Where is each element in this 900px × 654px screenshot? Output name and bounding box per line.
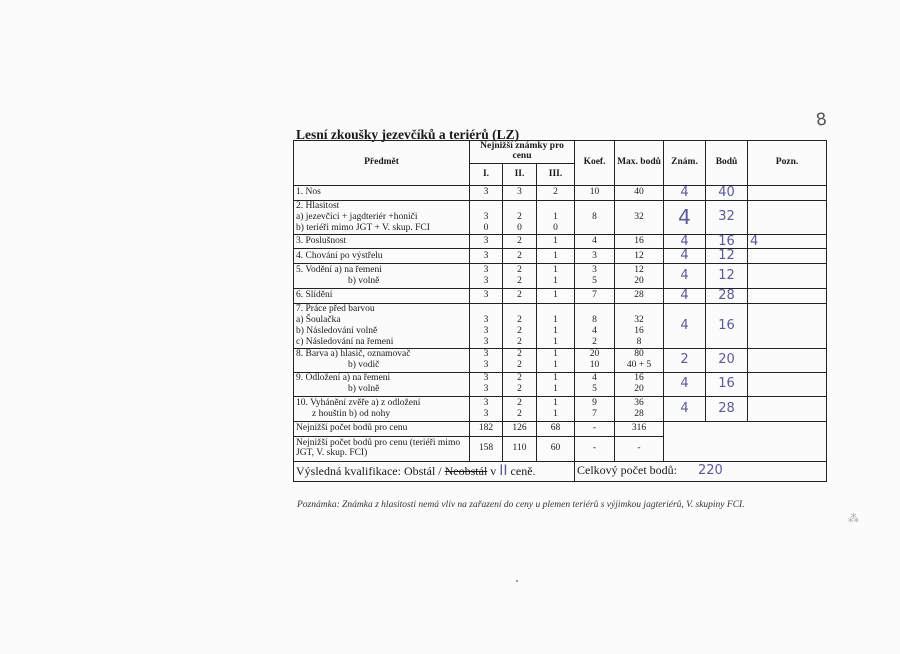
cell-line: 2 — [517, 408, 522, 419]
subject-cell — [294, 186, 470, 201]
footnote: Poznámka: Známka z hlasitosti nemá vliv na zařazení do ceny u plemen teriérů s výjimkou jagteriérů, V. skupiny FCI. — [297, 500, 745, 510]
header-points: Bodů — [706, 141, 748, 186]
evaluation-table — [293, 140, 827, 482]
header-prize-iii: III. — [537, 164, 575, 186]
cell-line: 3 — [483, 373, 489, 384]
cell-line: 12 — [634, 250, 644, 261]
cell-line: 3 — [592, 264, 597, 275]
cell-line: 7. Práce před barvou — [296, 303, 375, 314]
result-qualification — [294, 461, 575, 481]
note-cell — [748, 396, 827, 421]
note-cell — [748, 303, 827, 348]
value-i — [470, 348, 503, 372]
cell-line: 12 — [634, 264, 644, 275]
result-total — [575, 461, 827, 481]
cell-line: 5. Vodění a) na řemeni — [296, 264, 382, 275]
cell-line: 36 — [634, 397, 644, 408]
result-cene: ceně. — [510, 463, 536, 478]
header-prize-i: I. — [470, 164, 503, 186]
cell-line: 20 — [589, 349, 600, 360]
min-total-terriers-i: 158 — [470, 436, 503, 461]
cell-line: 20 — [634, 275, 644, 286]
handwritten-mark: 4 — [664, 234, 706, 249]
handwritten-mark: 4 — [664, 186, 706, 201]
cell-line: a) Šoulačka — [296, 314, 341, 325]
cell-line: 0 — [517, 222, 522, 233]
value-iii — [537, 263, 575, 288]
table-row — [294, 263, 827, 288]
note-cell — [748, 263, 827, 288]
cell-line: 3 — [483, 325, 489, 336]
form-title: Lesní zkoušky jezevčíků a teriérů (LZ) — [296, 127, 520, 142]
value-ii — [503, 234, 537, 249]
min-total-label: Nejnižší počet bodů pro cenu — [294, 421, 470, 436]
cell-line: 8 — [592, 314, 597, 325]
handwritten-points: 16 — [706, 303, 748, 348]
handwritten-mark: 4 — [664, 288, 706, 303]
cell-line: 1 — [553, 408, 558, 419]
table-row — [294, 396, 827, 421]
min-total-terriers-iii: 60 — [537, 436, 575, 461]
subject-cell — [294, 348, 470, 372]
cell-line: 3 — [483, 336, 489, 347]
value-iii — [537, 234, 575, 249]
cell-line: 32 — [634, 211, 644, 222]
cell-line: 10 — [589, 187, 600, 198]
handwritten-points: 28 — [706, 396, 748, 421]
value-koef — [575, 372, 615, 396]
empty-cell — [664, 421, 827, 461]
note-cell — [748, 249, 827, 264]
value-iii — [537, 303, 575, 348]
value-iii — [537, 288, 575, 303]
note-cell — [748, 288, 827, 303]
table-row — [294, 249, 827, 264]
cell-line: 10. Vyhánění zvěře a) z odložení — [296, 397, 421, 408]
value-ii — [503, 200, 537, 234]
table-row — [294, 303, 827, 348]
cell-line: 1 — [553, 325, 558, 336]
cell-line — [505, 201, 534, 212]
cell-line: 5 — [592, 384, 597, 395]
cell-line: 1 — [553, 290, 558, 301]
value-ii — [503, 303, 537, 348]
header-max-points: Max. bodů — [615, 141, 664, 186]
cell-line: 16 — [634, 235, 644, 246]
cell-line: 8. Barva a) hlasič, oznamovač — [296, 349, 411, 360]
subject-cell — [294, 263, 470, 288]
cell-line — [472, 304, 500, 315]
min-total-ii: 126 — [503, 421, 537, 436]
value-max — [615, 186, 664, 201]
value-koef — [575, 263, 615, 288]
value-iii — [537, 396, 575, 421]
value-max — [615, 263, 664, 288]
cell-line: 1 — [553, 336, 558, 347]
cell-line: 2 — [517, 314, 522, 325]
cell-line: b) volně — [348, 275, 380, 286]
cell-line: 2 — [517, 264, 522, 275]
cell-line: 2 — [517, 275, 522, 286]
cell-line: 4 — [592, 373, 597, 384]
value-koef — [575, 249, 615, 264]
result-v: v — [490, 463, 497, 478]
table-row — [294, 200, 827, 234]
handwritten-points: 40 — [706, 186, 748, 201]
cell-line: 2 — [553, 187, 558, 198]
value-koef — [575, 303, 615, 348]
header-coef: Koef. — [575, 141, 615, 186]
note-cell: 4 — [748, 234, 827, 249]
handwritten-points: 16 — [706, 234, 748, 249]
value-i — [470, 234, 503, 249]
value-iii — [537, 200, 575, 234]
cell-line: 3 — [483, 187, 489, 198]
cell-line: c) Následování na řemeni — [296, 336, 394, 347]
cell-line: 9. Odložení a) na řemeni — [296, 373, 391, 384]
cell-line: b) vodič — [348, 360, 380, 371]
cell-line: 7 — [592, 408, 597, 419]
cell-line: 40 — [634, 187, 644, 198]
cell-line: 2 — [517, 373, 522, 384]
value-ii — [503, 186, 537, 201]
cell-line: 16 — [634, 373, 644, 384]
subject-cell — [294, 372, 470, 396]
cell-line: b) volně — [348, 384, 380, 395]
cell-line: 28 — [634, 290, 644, 301]
cell-line: 7 — [592, 290, 597, 301]
value-ii — [503, 263, 537, 288]
value-i — [470, 200, 503, 234]
table-row — [294, 372, 827, 396]
handwritten-mark: 4 — [664, 263, 706, 288]
cell-line: 4 — [592, 235, 597, 246]
cell-line: 3 — [483, 275, 489, 286]
total-value: 220 — [698, 463, 723, 479]
value-i — [470, 288, 503, 303]
value-koef — [575, 348, 615, 372]
cell-line: 4. Chování po výstřelu — [296, 250, 383, 261]
subject-cell — [294, 249, 470, 264]
value-iii — [537, 372, 575, 396]
page-number: 8 — [814, 109, 829, 131]
cell-line: 2 — [517, 397, 522, 408]
value-max — [615, 234, 664, 249]
value-max — [615, 396, 664, 421]
cell-line — [539, 304, 572, 315]
cell-line: 80 — [634, 349, 644, 360]
table-row — [294, 234, 827, 249]
cell-line: a) jezevčíci + jagdteriér +honiči — [296, 211, 418, 222]
total-label: Celkový počet bodů: — [577, 463, 677, 478]
note-cell — [748, 372, 827, 396]
cell-line: 40 + 5 — [626, 360, 652, 371]
dust-speck — [516, 580, 518, 582]
cell-line: 2 — [517, 336, 522, 347]
cell-line: 8 — [636, 336, 642, 347]
subject-cell — [294, 303, 470, 348]
note-cell — [748, 348, 827, 372]
note-cell — [748, 186, 827, 201]
margin-mark: ⁂ — [848, 513, 859, 525]
cell-line: 2 — [517, 211, 522, 222]
min-total-max: 316 — [615, 421, 664, 436]
min-total-terriers-max: - — [615, 436, 664, 461]
cell-line: 3 — [592, 250, 597, 261]
cell-line: 3 — [483, 384, 489, 395]
cell-line: 2 — [517, 349, 522, 360]
cell-line: b) teriéři mimo JGT + V. skup. FCI — [296, 222, 430, 233]
cell-line: 3 — [483, 314, 489, 325]
handwritten-mark: 4 — [664, 303, 706, 348]
handwritten-mark: 4 — [664, 200, 706, 234]
value-i — [470, 249, 503, 264]
cell-line: 16 — [634, 325, 644, 336]
cell-line — [539, 201, 572, 212]
value-ii — [503, 372, 537, 396]
cell-line: 1. Nos — [296, 187, 321, 198]
cell-line: 1 — [553, 314, 558, 325]
min-total-iii: 68 — [537, 421, 575, 436]
cell-line: 6. Slídění — [296, 290, 333, 301]
cell-line: 2 — [517, 360, 522, 371]
handwritten-points: 16 — [706, 372, 748, 396]
cell-line: 8 — [592, 211, 597, 222]
cell-line: 0 — [553, 222, 558, 233]
handwritten-mark: 2 — [664, 348, 706, 372]
cell-line: 2 — [592, 336, 597, 347]
cell-line: 1 — [553, 349, 558, 360]
subject-cell — [294, 234, 470, 249]
cell-line: 10 — [589, 360, 600, 371]
note-cell — [748, 200, 827, 234]
handwritten-points: 28 — [706, 288, 748, 303]
cell-line: 3 — [483, 408, 489, 419]
cell-line — [617, 304, 661, 315]
cell-line: 1 — [553, 360, 558, 371]
cell-line: 1 — [553, 384, 558, 395]
cell-line: 3 — [483, 349, 489, 360]
result-prize: II — [499, 462, 508, 479]
value-koef — [575, 234, 615, 249]
handwritten-points: 32 — [706, 200, 748, 234]
value-koef — [575, 396, 615, 421]
value-i — [470, 186, 503, 201]
handwritten-mark: 4 — [664, 372, 706, 396]
handwritten-points: 20 — [706, 348, 748, 372]
header-prize-ii: II. — [503, 164, 537, 186]
min-total-terriers-label: Nejnižší počet bodů pro cenu (teriéři mimo JGT, V. skup. FCI) — [294, 436, 470, 461]
result-label: Výsledná kvalifikace: Obstál / — [296, 463, 442, 478]
cell-line: 1 — [553, 235, 558, 246]
cell-line: 1 — [553, 397, 558, 408]
cell-line: 3. Poslušnost — [296, 235, 347, 246]
cell-line: 1 — [553, 275, 558, 286]
cell-line: 2 — [517, 290, 522, 301]
cell-line: 3 — [483, 211, 489, 222]
cell-line: 3 — [483, 235, 489, 246]
value-iii — [537, 348, 575, 372]
value-ii — [503, 348, 537, 372]
header-mark: Znám. — [664, 141, 706, 186]
value-koef — [575, 186, 615, 201]
table-row — [294, 348, 827, 372]
cell-line: 2 — [517, 325, 522, 336]
cell-line: 2. Hlasitost — [296, 200, 340, 211]
subject-cell — [294, 288, 470, 303]
min-total-terriers-koef: - — [575, 436, 615, 461]
value-max — [615, 288, 664, 303]
value-i — [470, 372, 503, 396]
value-ii — [503, 288, 537, 303]
handwritten-points: 12 — [706, 249, 748, 264]
subject-cell — [294, 200, 470, 234]
cell-line: b) Následování volně — [296, 325, 378, 336]
cell-line: 20 — [634, 384, 644, 395]
value-max — [615, 348, 664, 372]
cell-line: z houštin b) od nohy — [312, 408, 391, 419]
min-total-i: 182 — [470, 421, 503, 436]
cell-line — [472, 201, 500, 212]
cell-line: 3 — [483, 397, 489, 408]
value-iii — [537, 186, 575, 201]
value-i — [470, 303, 503, 348]
cell-line: 2 — [517, 235, 522, 246]
value-max — [615, 200, 664, 234]
result-struck: Neobstál — [444, 463, 488, 478]
cell-line — [505, 304, 534, 315]
value-max — [615, 372, 664, 396]
value-ii — [503, 396, 537, 421]
cell-line — [577, 304, 612, 315]
cell-line: 1 — [553, 211, 558, 222]
table-row — [294, 186, 827, 201]
cell-line: 3 — [483, 250, 489, 261]
cell-line: 28 — [634, 408, 644, 419]
cell-line: 2 — [517, 384, 522, 395]
cell-line: 9 — [592, 397, 597, 408]
table-row — [294, 288, 827, 303]
value-max — [615, 303, 664, 348]
value-iii — [537, 249, 575, 264]
value-ii — [503, 249, 537, 264]
cell-line: 3 — [517, 187, 522, 198]
cell-line: 0 — [483, 222, 489, 233]
handwritten-points: 12 — [706, 263, 748, 288]
min-total-terriers-ii: 110 — [503, 436, 537, 461]
header-subject: Předmět — [294, 141, 470, 186]
cell-line: 2 — [517, 250, 522, 261]
cell-line: 3 — [483, 264, 489, 275]
cell-line: 1 — [553, 264, 558, 275]
value-koef — [575, 200, 615, 234]
subject-cell — [294, 396, 470, 421]
value-i — [470, 396, 503, 421]
value-koef — [575, 288, 615, 303]
cell-line: 5 — [592, 275, 597, 286]
value-max — [615, 249, 664, 264]
cell-line: 4 — [592, 325, 597, 336]
value-i — [470, 263, 503, 288]
cell-line: 32 — [634, 314, 644, 325]
min-total-koef: - — [575, 421, 615, 436]
cell-line: 1 — [553, 373, 558, 384]
handwritten-mark: 4 — [664, 249, 706, 264]
cell-line: 3 — [483, 360, 489, 371]
handwritten-mark: 4 — [664, 396, 706, 421]
header-min-marks: Nejnižší známky pro cenu — [470, 141, 575, 164]
cell-line: 1 — [553, 250, 558, 261]
header-note: Pozn. — [748, 141, 827, 186]
cell-line: 3 — [483, 290, 489, 301]
